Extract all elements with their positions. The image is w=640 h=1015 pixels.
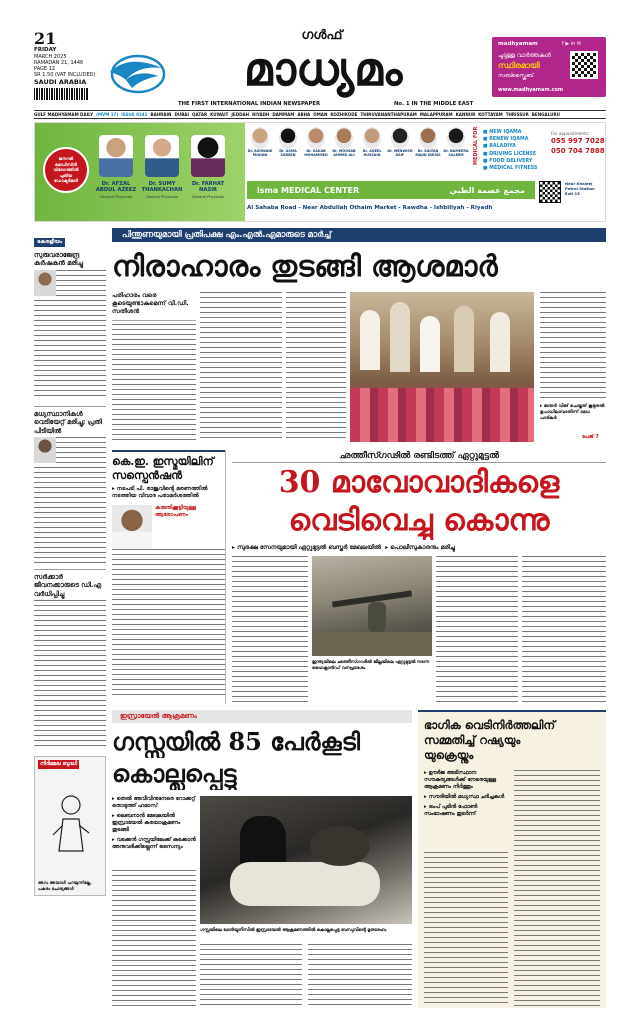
- gaza-photo: [200, 796, 412, 924]
- social-icons: f ▶ in ✉: [562, 41, 582, 47]
- masthead: [0, 0, 640, 108]
- story-body: [200, 292, 282, 442]
- service-item: ■ MEDICAL FITNESS: [483, 166, 538, 172]
- date-hijri: RAMADAN 21, 1446: [34, 60, 84, 66]
- point: ▸ വടക്കൻ ഗസ്സയിലേക്ക് കടക്കാൻ അനുവദിക്കില്ലെന്ന് സൈന്യം: [112, 837, 196, 850]
- point-text: സൗദിയിൽ മധ്യസ്ഥ ചർച്ചകൾ: [428, 794, 505, 800]
- weekday: FRIDAY: [34, 47, 57, 53]
- sub-headline: പരിഹാരം വരെ കൂടെയുണ്ടാകുമെന്ന് വി.ഡി. സതീശൻ: [112, 292, 189, 315]
- service-item: ■ DRIVING LICENSE: [483, 151, 537, 157]
- sidebar-headline: സർക്കാർ ജീവനക്കാരുടെ ഡി.എ വർധിപ്പിച്ചു: [34, 569, 106, 598]
- specialist-name: Dr. SAKAB MOHAMMED: [304, 149, 328, 158]
- specialist: [275, 127, 301, 175]
- strap-text: ഇസ്രായേൽ ആക്രമണം: [120, 712, 197, 720]
- specialist: [303, 127, 329, 175]
- story-gaza: [112, 710, 412, 1008]
- center-name: isma MEDICAL CENTER: [257, 185, 360, 195]
- specialist-name: Dr. AQEEL HUSSAIN: [362, 149, 382, 158]
- story-body: [286, 292, 346, 442]
- edition-item: QATAR: [192, 112, 208, 117]
- cartoon-label: നിർമ്മല ബുദ്ധി: [40, 761, 78, 768]
- story-ismail-box: [112, 450, 226, 704]
- cartoon-drawing: [49, 793, 93, 853]
- sidebar-section-label: കേരളീയം: [34, 238, 65, 247]
- doctor-role: General Physician: [145, 194, 179, 199]
- sub-text-2: പൊലീസുകാരനും മരിച്ചു: [390, 544, 455, 551]
- headline-line1: ഗസ്സയിൽ 85 പേർകൂടി: [112, 727, 360, 756]
- story-points: [424, 770, 508, 818]
- appointments[interactable]: [551, 131, 605, 156]
- specialist: [247, 127, 273, 175]
- sub-text: സുരക്ഷ സേനയുമായി ഏറ്റുമുട്ടൽ ബസ്തർ മേഖലയിൽ: [237, 544, 381, 551]
- service-item: ■ RENEW IQAMA: [483, 137, 529, 143]
- center-arabic: مجمع عصمة الطبي: [449, 185, 525, 195]
- story-strap: [112, 710, 412, 723]
- edition-item: BENGALURU: [531, 112, 560, 117]
- gulf-label: ഗൾഫ്: [301, 28, 343, 43]
- edition-item: THRISSUR: [505, 112, 529, 117]
- box-title: കെ.ഇ. ഇസ്മയിലിന് സസ്പെൻഷൻ: [112, 450, 225, 483]
- edition-item: OMAN: [313, 112, 328, 117]
- story-body: [424, 852, 508, 1006]
- edition-item: KOZHIKODE: [330, 112, 358, 117]
- tagline-right: No. 1 IN THE MIDDLE EAST: [394, 101, 474, 107]
- medical-center-ad[interactable]: [34, 122, 606, 222]
- specialist-name: Dr. NAMEERA SALEEM: [443, 149, 469, 158]
- center-banner: [247, 181, 535, 199]
- specialists-row: [247, 127, 469, 175]
- edition-bar: [34, 110, 606, 119]
- promo-badge: [43, 147, 89, 193]
- sidebar-body: [34, 600, 106, 750]
- doctor-name-text: Dr. SUMY THANKACHAN: [141, 181, 183, 194]
- photo-caption: ഗസ്സയിലെ ഖാൻയൂനിസിൽ ഇസ്രായേൽ ആക്രമണത്തിൽ കൊല്ലപ്പെട്ട ബന്ധുവിന്റെ മൃതദേഹം: [200, 928, 387, 933]
- edition-item: ISSUE 9341: [121, 112, 148, 117]
- specialist-name: Dr. MENWISH ASIF: [387, 149, 413, 158]
- story-body: [112, 870, 196, 1006]
- qr-code-icon: [570, 51, 598, 79]
- specialist-name: Dr. ASMA ZAREEN: [279, 149, 297, 158]
- forest-photo: [312, 556, 432, 656]
- sidebar-photo: [34, 270, 56, 296]
- headline-line3: യുക്രെയ്നും: [424, 748, 474, 762]
- point: ▸ തെൽ അവീവിനുനേരെ റോക്കറ്റ് തൊടുത്ത് ഹമാസ്: [112, 796, 196, 809]
- photo-caption: ▸ ജന്തർ വിങ് ചെയ്തത് കൂടുതൽ ഉപാധിലാവാതിന്ന് മേധ പാട്കർ: [540, 404, 605, 421]
- story-body: [514, 770, 600, 1006]
- point-text: നടപടി പി. രാജുവിന്റെ മരണത്തിൽ നടത്തിയ വിവാദ പരാമർശത്തിൽ: [112, 486, 208, 500]
- doctor-portrait: [145, 135, 179, 177]
- page-number: PAGE 12: [34, 66, 56, 72]
- service-text: BALADIYA: [489, 144, 516, 150]
- location-label: Near Khaleej Petrol Station Exit 15: [565, 181, 595, 196]
- story-body: [112, 549, 225, 697]
- bird-logo-icon: [104, 50, 166, 94]
- point-text: വടക്കൻ ഗസ്സയിലേക്ക് കടക്കാൻ അനുവദിക്കില്ലെന്ന് സൈന്യം: [112, 837, 196, 850]
- protest-photo: [350, 292, 534, 442]
- specialist-name: Dr. ASHWANI MOHAN: [247, 149, 273, 158]
- story-body: [232, 556, 308, 702]
- ad-line1: ചുടുള്ള വാർത്തകൾ: [498, 52, 551, 59]
- point: ▸ ലെബനാൻ മേഖലയിൽ ഇസ്രായേൽ കരയാക്രമണം തുടങ്ങി: [112, 813, 181, 833]
- specialist-name: Dr. SULTAN MAJID IDRISS: [415, 149, 441, 158]
- barcode: [34, 88, 88, 100]
- sub-headline: ▸ സുരക്ഷ സേനയുമായി ഏറ്റുമുട്ടൽ ബസ്തർ മേഖലയിൽ ▸ പൊലീസുകാരനും മരിച്ചു: [232, 544, 455, 551]
- doctor-role: General Physician: [191, 194, 225, 199]
- promo-text: ജനറൽ മെഡിസിൻ വിഭാഗത്തിൽ പുതിയ ഡോക്ടർമാർ: [53, 156, 79, 184]
- qr-code-icon: [539, 181, 561, 203]
- story-body: [308, 944, 412, 1006]
- story-points: [112, 796, 196, 851]
- edition-item: (MVM 17): [96, 112, 119, 117]
- point-text: ഊർജ അടിസ്ഥാന സൗകര്യങ്ങൾക്ക് നേരെയുള്ള ആക്രമണം നിർത്തും: [424, 770, 496, 790]
- specialist: [415, 127, 441, 175]
- ad-line2: സ്ഥിരമായി: [498, 61, 540, 70]
- edition-item: RIYADH: [252, 112, 270, 117]
- specialist: [359, 127, 385, 175]
- story-body: [112, 324, 196, 442]
- story-strap: [112, 228, 606, 242]
- strap-text: പിന്തുണയുമായി പ്രതിപക്ഷ എം.എൽ.എമാരുടെ മാർച്ച്: [122, 230, 332, 240]
- phone-number[interactable]: 055 997 7028: [551, 137, 605, 145]
- edition-item: KUWAIT: [210, 112, 229, 117]
- story-maoists: [232, 450, 606, 704]
- photo-caption: ഇന്ത്യയിലെ ഛത്തീസ്ഗഢിൽ ജില്ലയിലെ ഏറ്റുമുട്ടൽ നടന്ന ഹൈക്ലാൻഡ് വനപ്രദേശം: [312, 660, 430, 671]
- headline-line1: ഭാഗിക വെടിനിർത്തലിന്: [424, 718, 556, 732]
- price: SR 1.50 (VAT INCLUDED): [34, 72, 96, 78]
- specialist: [331, 127, 357, 175]
- edition-name: SAUDI ARABIA: [34, 78, 87, 86]
- headline-line2: സമ്മതിച്ച് റഷ്യയും: [424, 733, 521, 747]
- sidebar-headline: മധ്യസ്ഥാനികൾ വെടിയേറ്റ് മരിച്ചു; പ്രതി പിടിയിൽ: [34, 406, 106, 435]
- services-list: [483, 129, 549, 172]
- edition-item: KOTTAYAM: [478, 112, 503, 117]
- doctor-name: [93, 181, 139, 200]
- medical-for-label: MEDICAL FOR: [473, 126, 479, 165]
- service-text: MEDICAL FITNESS: [489, 166, 538, 172]
- ad-brand: madhyamam: [498, 41, 538, 47]
- caption-text: ജന്തർ വിങ് ചെയ്തത് കൂടുതൽ ഉപാധിലാവാതിന്ന് മേധ പാട്കർ: [540, 404, 605, 421]
- ad-url: www.madhyamam.com: [498, 87, 564, 93]
- tagline-left: THE FIRST INTERNATIONAL INDIAN NEWSPAPER: [178, 101, 321, 107]
- doctor-name-text: Dr. FARHAT NASIR: [191, 181, 225, 194]
- headline-line2: കൊല്ലപ്പെട്ടു: [112, 759, 237, 788]
- edition-item: KANNUR: [455, 112, 476, 117]
- headline-line2: വെടിവെച്ചു കൊന്നു: [288, 503, 550, 538]
- service-text: DRIVING LICENSE: [489, 151, 537, 157]
- sidebar-photo: [34, 437, 56, 463]
- sidebar-headline: സുരുവരാജേന്ദ്ര കർഷകൻ മരിച്ചു: [34, 251, 83, 268]
- point: ▸ ഊർജ അടിസ്ഥാന സൗകര്യങ്ങൾക്ക് നേരെയുള്ള ആക്രമണം നിർത്തും: [424, 770, 496, 790]
- specialist: [387, 127, 413, 175]
- doctor-name: [139, 181, 185, 200]
- edition-item: THIRUVANANTHAPURAM: [360, 112, 417, 117]
- ismail-photo: [112, 505, 152, 549]
- doctor-role: General Physician: [99, 194, 133, 199]
- story-body: [200, 944, 302, 1006]
- service-item: ■ BALADIYA: [483, 144, 516, 150]
- point-text: തെൽ അവീവിനുനേരെ റോക്കറ്റ് തൊടുത്ത് ഹമാസ്: [112, 796, 196, 809]
- edition-item: JEDDAH: [231, 112, 250, 117]
- headline: നിരാഹാരം തുടങ്ങി ആശമാർ: [112, 249, 498, 283]
- date-day: 21: [34, 29, 57, 48]
- point-text: ലെബനാൻ മേഖലയിൽ ഇസ്രായേൽ കരയാക്രമണം തുടങ്ങി: [112, 813, 181, 833]
- story-body: [522, 556, 606, 702]
- service-text: RENEW IQAMA: [489, 137, 529, 143]
- edition-item: ABHA: [297, 112, 311, 117]
- story-asha-strike: [112, 228, 606, 444]
- service-item: ■ NEW IQAMA: [483, 130, 522, 135]
- specialist-name: Dr. MOOSAB AHMED ALI: [332, 149, 356, 158]
- point: ▸ സൗദിയിൽ മധ്യസ്ഥ ചർച്ചകൾ: [424, 794, 505, 800]
- story-body: [436, 556, 518, 702]
- date-english: MARCH 2025: [34, 54, 67, 60]
- box-quote: കരുതിക്കൂട്ടിയുള്ള ആരോപണം: [155, 504, 197, 518]
- edition-item: GULF MADHYAMAM DAILY: [34, 112, 94, 117]
- point-text: ട്രംപ് പുടിൻ ഫോൺ സംഭാഷണം തുടർന്ന്: [424, 804, 478, 817]
- doctor-portrait: [191, 135, 225, 177]
- edition-item: DUBAI: [174, 112, 190, 117]
- photo-vd-satheesan: [112, 320, 196, 321]
- service-item: ■ FOOD DELIVERY: [483, 158, 533, 164]
- box-point: ▸ നടപടി പി. രാജുവിന്റെ മരണത്തിൽ നടത്തിയ വിവാദ പരാമർശത്തിൽ: [112, 486, 208, 500]
- newspaper-title: മാധ്യമം: [243, 42, 403, 96]
- headline-line1: 30 മാവോവാദികളെ: [278, 465, 560, 500]
- edition-item: BAHRAIN: [150, 112, 172, 117]
- doctor-portrait: [99, 135, 133, 177]
- specialist: [443, 127, 469, 175]
- left-sidebar: [34, 228, 106, 1008]
- center-address: Al Sahaba Road - Near Abdullah Othaim Market - Rawdha - Ishbiliyah - Riyadh: [247, 205, 493, 211]
- story-ceasefire: [418, 710, 606, 1008]
- doctor-name-text: Dr. AFZAL ABDUL AZEEZ: [95, 181, 137, 194]
- service-text: NEW IQAMA: [489, 130, 522, 135]
- continue-link[interactable]: പേജ് 7: [582, 434, 599, 440]
- story-body: [540, 292, 606, 400]
- service-text: FOOD DELIVERY: [489, 158, 533, 164]
- appointments-label: For appointments:: [551, 131, 590, 136]
- point: ▸ ട്രംപ് പുടിൻ ഫോൺ സംഭാഷണം തുടർന്ന്: [424, 804, 478, 817]
- phone-number[interactable]: 050 704 7888: [551, 147, 605, 155]
- cartoon-box: [34, 756, 106, 896]
- story-strap: ഛത്തീസ്ഗഢിൽ രണ്ടിടത്ത് ഏറ്റുമുട്ടൽ: [232, 450, 606, 463]
- doctor-name: [185, 181, 231, 200]
- edition-item: MALAPPURAM: [419, 112, 453, 117]
- cartoon-caption: അറം അയാൾ പറയുന്നില്ലേ, പകരം ചോദ്യങ്ങൾ: [38, 880, 92, 891]
- edition-item: DAMMAM: [272, 112, 295, 117]
- subscribe-ad[interactable]: [492, 37, 606, 97]
- ad-line3: സബ്സ്ക്രൈബ്: [498, 73, 534, 79]
